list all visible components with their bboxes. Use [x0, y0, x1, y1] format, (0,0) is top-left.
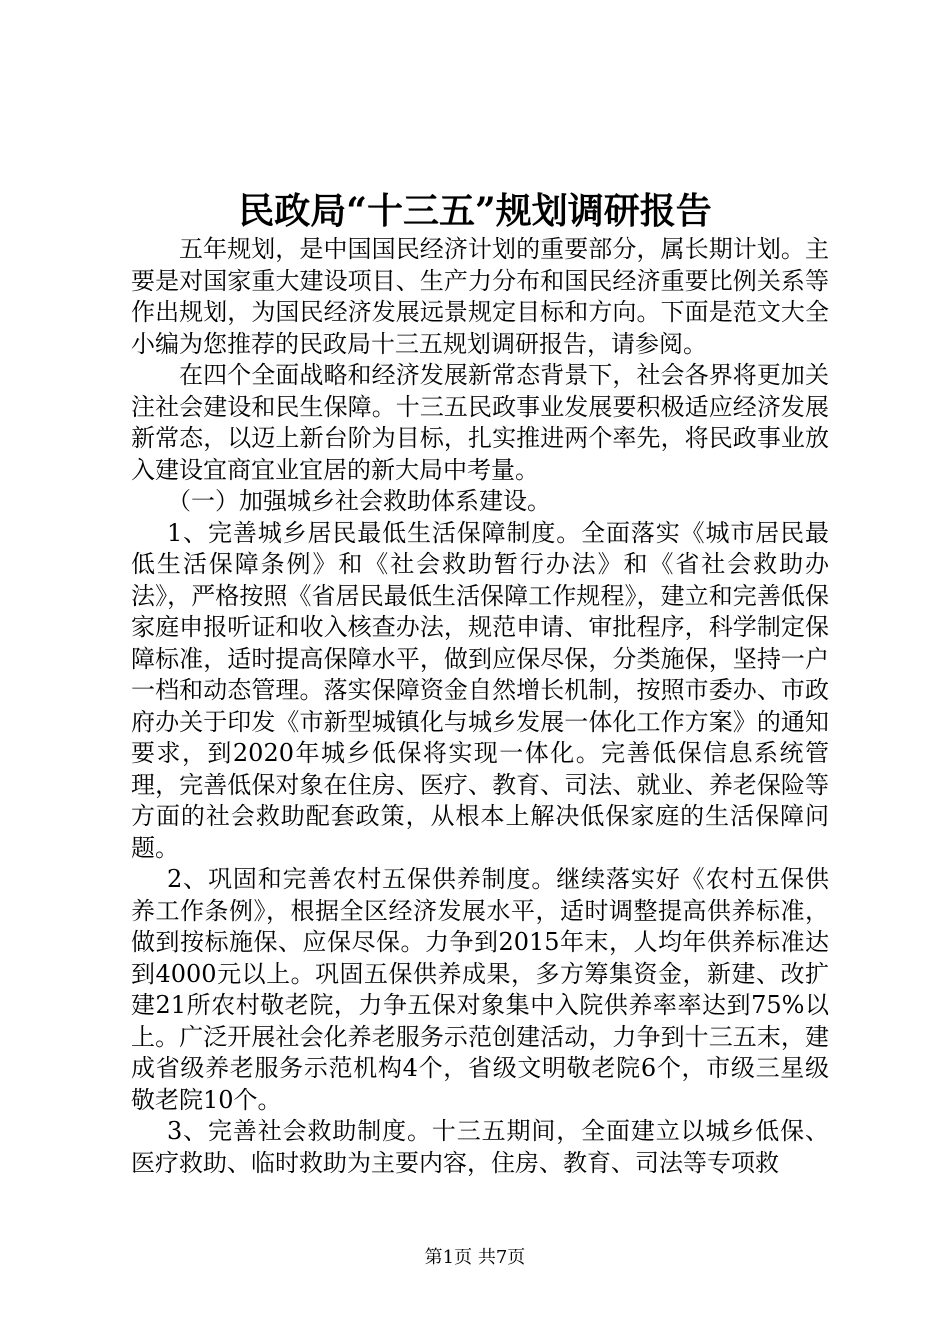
paragraph-item-3: 3、完善社会救助制度。十三五期间，全面建立以城乡低保、医疗救助、临时救助为主要内容，住房、教育、司法等专项救: [131, 1117, 829, 1177]
paragraph-background: 在四个全面战略和经济发展新常态背景下，社会各界将更加关注社会建设和民生保障。十三五民政事业发展要积极适应经济发展新常态，以迈上新台阶为目标，扎实推进两个率先，将民政事业放入建设宜商宜业宜居的新大局中考量。: [131, 361, 829, 484]
document-title: 民政局“十三五”规划调研报告: [238, 190, 712, 232]
page-footer: 第1页 共7页: [424, 1247, 526, 1268]
paragraph-item-2: 2、巩固和完善农村五保供养制度。继续落实好《农村五保供养工作条例》，根据全区经济发展水平，适时调整提高供养标准，做到按标施保、应保尽保。力争到2015年末，人均年供养标准达到4000元以上。巩固五保供养成果，多方筹集资金，新建、改扩建21所农村敬老院，力争五保对象集中入院供养率率达到75%以上。广泛开展社会化养老服务示范创建活动，力争到十三五末，建成省级养老服务示范机构4个，省级文明敬老院6个，市级三星级敬老院10个。: [131, 865, 829, 1114]
paragraph-item-1: 1、完善城乡居民最低生活保障制度。全面落实《城市居民最低生活保障条例》和《社会救助暂行办法》和《省社会救助办法》，严格按照《省居民最低生活保障工作规程》，建立和完善低保家庭申报听证和收入核查办法，规范申请、审批程序，科学制定保障标准，适时提高保障水平，做到应保尽保，分类施保，坚持一户一档和动态管理。落实保障资金自然增长机制，按照市委办、市政府办关于印发《市新型城镇化与城乡发展一体化工作方案》的通知要求，到2020年城乡低保将实现一体化。完善低保信息系统管理，完善低保对象在住房、医疗、教育、司法、就业、养老保险等方面的社会救助配套政策，从根本上解决低保家庭的生活保障问题。: [131, 518, 829, 862]
paragraph-intro: 五年规划，是中国国民经济计划的重要部分，属长期计划。主要是对国家重大建设项目、生产力分布和国民经济重要比例关系等作出规划，为国民经济发展远景规定目标和方向。下面是范文大全小编为您推荐的民政局十三五规划调研报告，请参阅。: [131, 235, 829, 358]
section-heading-1: （一）加强城乡社会救助体系建设。: [167, 487, 551, 515]
document-body: [131, 234, 829, 1179]
